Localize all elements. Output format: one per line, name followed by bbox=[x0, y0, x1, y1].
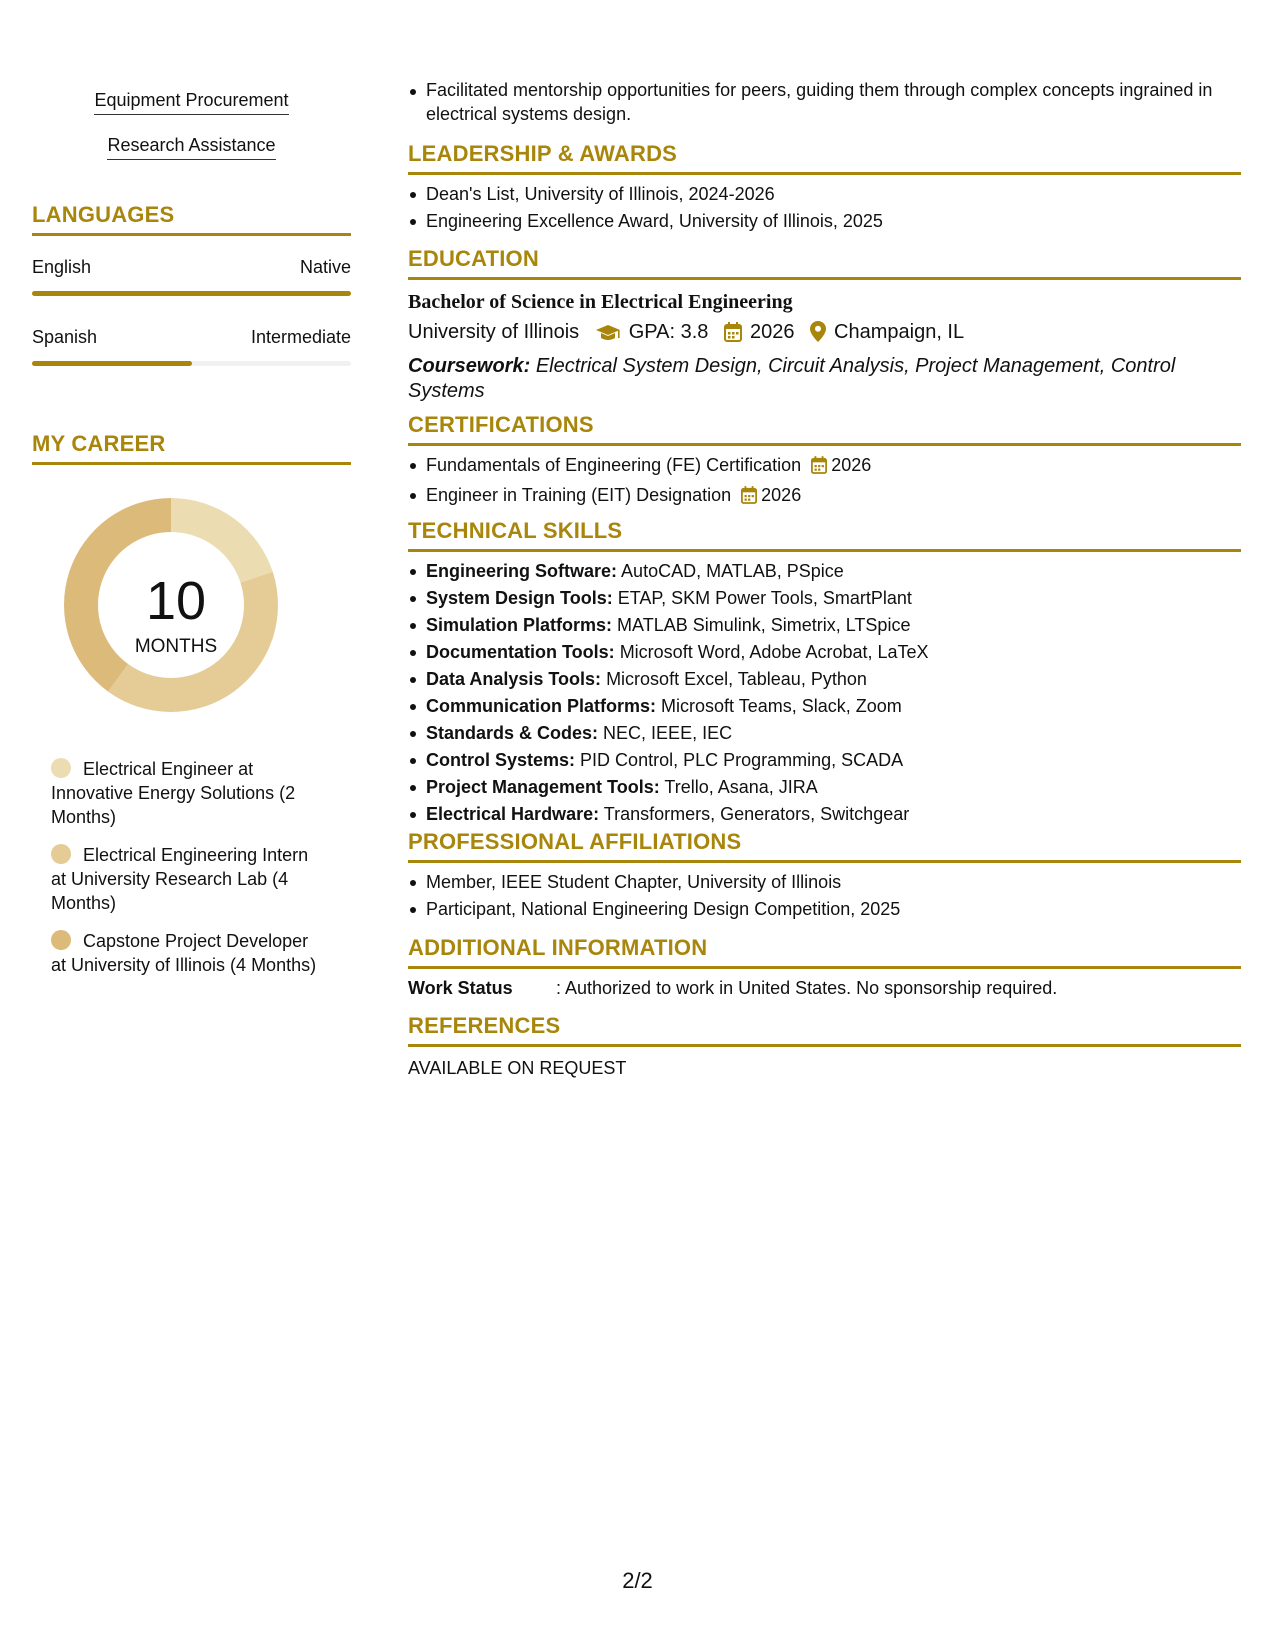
additional-info-section bbox=[408, 934, 1241, 1002]
legend-item bbox=[32, 757, 321, 829]
skill-item bbox=[426, 666, 1241, 693]
skill-label: Standards & Codes: bbox=[426, 723, 599, 743]
language-name: English bbox=[32, 257, 92, 277]
legend-label: Capstone Project Developer at University of Illinois (4 Months) bbox=[51, 931, 317, 975]
language-item bbox=[32, 325, 351, 366]
career-total-value: 10 bbox=[145, 571, 207, 631]
skill-value: Microsoft Teams, Slack, Zoom bbox=[661, 696, 902, 716]
skill-label: Documentation Tools: bbox=[426, 642, 615, 662]
section-title: TECHNICAL SKILLS bbox=[408, 517, 1241, 552]
list-item: Engineering Excellence Award, University of Illinois, 2025 bbox=[426, 208, 1241, 235]
skill-value: Microsoft Excel, Tableau, Python bbox=[606, 669, 867, 689]
skill-value: MATLAB Simulink, Simetrix, LTSpice bbox=[617, 615, 911, 635]
legend-dot bbox=[51, 930, 71, 950]
certification-name: Fundamentals of Engineering (FE) Certification bbox=[426, 455, 802, 475]
skill-item bbox=[426, 639, 1241, 666]
coursework-label: Coursework: bbox=[408, 355, 531, 377]
certifications-section bbox=[408, 411, 1241, 512]
school-name: University of Illinois bbox=[408, 321, 580, 343]
list-item bbox=[426, 452, 1241, 482]
skill-item bbox=[426, 585, 1241, 612]
section-title: EDUCATION bbox=[408, 245, 1241, 280]
certification-year: 2026 bbox=[761, 485, 802, 505]
skill-item bbox=[426, 720, 1241, 747]
affiliations-section bbox=[408, 828, 1241, 923]
career-section bbox=[32, 430, 351, 991]
skill-tag: Equipment Procurement bbox=[94, 88, 288, 115]
skill-value: Microsoft Word, Adobe Acrobat, LaTeX bbox=[619, 642, 929, 662]
references-text: AVAILABLE ON REQUEST bbox=[408, 1058, 627, 1078]
gpa: GPA: 3.8 bbox=[628, 321, 709, 343]
graduation-cap-icon bbox=[595, 322, 621, 350]
language-level: Intermediate bbox=[250, 327, 351, 347]
legend-dot bbox=[51, 758, 71, 778]
skill-value: ETAP, SKM Power Tools, SmartPlant bbox=[617, 588, 912, 608]
experience-continuation bbox=[408, 78, 1241, 126]
legend-dot bbox=[51, 844, 71, 864]
coursework bbox=[408, 354, 1241, 404]
section-title: CERTIFICATIONS bbox=[408, 411, 1241, 446]
legend-item bbox=[32, 843, 321, 915]
map-pin-icon bbox=[810, 321, 826, 350]
skill-item bbox=[426, 612, 1241, 639]
work-status-value: : Authorized to work in United States. No sponsorship required. bbox=[556, 978, 1058, 998]
language-bar bbox=[32, 291, 351, 296]
language-name: Spanish bbox=[32, 327, 98, 347]
work-status-row bbox=[408, 975, 1241, 1002]
skill-label: Data Analysis Tools: bbox=[426, 669, 602, 689]
skill-value: Transformers, Generators, Switchgear bbox=[603, 804, 910, 824]
language-bar bbox=[32, 361, 351, 366]
skill-label: Engineering Software: bbox=[426, 561, 618, 581]
languages-section bbox=[32, 201, 351, 366]
skill-label: Control Systems: bbox=[426, 750, 576, 770]
language-item bbox=[32, 255, 351, 296]
list-item: Dean's List, University of Illinois, 2024-2026 bbox=[426, 181, 1241, 208]
certification-year: 2026 bbox=[831, 455, 872, 475]
language-level: Native bbox=[299, 257, 351, 277]
skill-value: Trello, Asana, JIRA bbox=[664, 777, 818, 797]
skill-item bbox=[426, 558, 1241, 585]
education-meta bbox=[408, 318, 1241, 350]
career-donut-chart bbox=[32, 465, 351, 735]
leadership-section bbox=[408, 140, 1241, 235]
references-section bbox=[408, 1012, 1241, 1082]
skill-value: AutoCAD, MATLAB, PSpice bbox=[621, 561, 844, 581]
skill-label: System Design Tools: bbox=[426, 588, 613, 608]
skill-item bbox=[426, 747, 1241, 774]
calendar-icon bbox=[724, 322, 742, 350]
section-title: LANGUAGES bbox=[32, 201, 351, 236]
legend-item bbox=[32, 929, 321, 977]
skill-value: PID Control, PLC Programming, SCADA bbox=[580, 750, 904, 770]
skill-label: Project Management Tools: bbox=[426, 777, 660, 797]
skill-item bbox=[426, 774, 1241, 801]
skill-label: Electrical Hardware: bbox=[426, 804, 600, 824]
donut-slice bbox=[171, 498, 273, 582]
section-title: LEADERSHIP & AWARDS bbox=[408, 140, 1241, 175]
legend-label: Electrical Engineer at Innovative Energy Solutions (2 Months) bbox=[51, 759, 296, 827]
skill-tags bbox=[32, 88, 351, 178]
school-location: Champaign, IL bbox=[834, 321, 965, 343]
work-status-label: Work Status bbox=[408, 978, 513, 998]
calendar-icon bbox=[811, 455, 827, 482]
list-item: Facilitated mentorship opportunities for peers, guiding them through complex concepts ingrained in electrical systems design. bbox=[426, 78, 1241, 126]
legend-label: Electrical Engineering Intern at University Research Lab (4 Months) bbox=[51, 845, 309, 913]
section-title: ADDITIONAL INFORMATION bbox=[408, 934, 1241, 969]
education-section bbox=[408, 246, 1241, 404]
language-bar-fill bbox=[32, 291, 351, 296]
list-item: Participant, National Engineering Design Competition, 2025 bbox=[426, 896, 1241, 923]
career-legend bbox=[32, 757, 351, 977]
section-title: REFERENCES bbox=[408, 1012, 1241, 1047]
degree-title: Bachelor of Science in Electrical Engineering bbox=[408, 291, 793, 313]
page-number: 2/2 bbox=[622, 1568, 653, 1593]
calendar-icon bbox=[741, 485, 757, 512]
section-title: PROFESSIONAL AFFILIATIONS bbox=[408, 828, 1241, 863]
skill-tag: Research Assistance bbox=[107, 133, 275, 160]
language-bar-fill bbox=[32, 361, 192, 366]
technical-skills-section bbox=[408, 517, 1241, 828]
section-title: MY CAREER bbox=[32, 430, 351, 465]
skill-item bbox=[426, 801, 1241, 828]
skill-item bbox=[426, 693, 1241, 720]
skill-label: Communication Platforms: bbox=[426, 696, 657, 716]
list-item bbox=[426, 482, 1241, 512]
skill-value: NEC, IEEE, IEC bbox=[603, 723, 733, 743]
graduation-year: 2026 bbox=[749, 321, 795, 343]
list-item: Member, IEEE Student Chapter, University of Illinois bbox=[426, 869, 1241, 896]
skill-label: Simulation Platforms: bbox=[426, 615, 613, 635]
career-total-unit: MONTHS bbox=[134, 636, 218, 657]
coursework-list: Electrical System Design, Circuit Analysis, Project Management, Control Systems bbox=[408, 355, 1176, 402]
certification-name: Engineer in Training (EIT) Designation bbox=[426, 485, 732, 505]
